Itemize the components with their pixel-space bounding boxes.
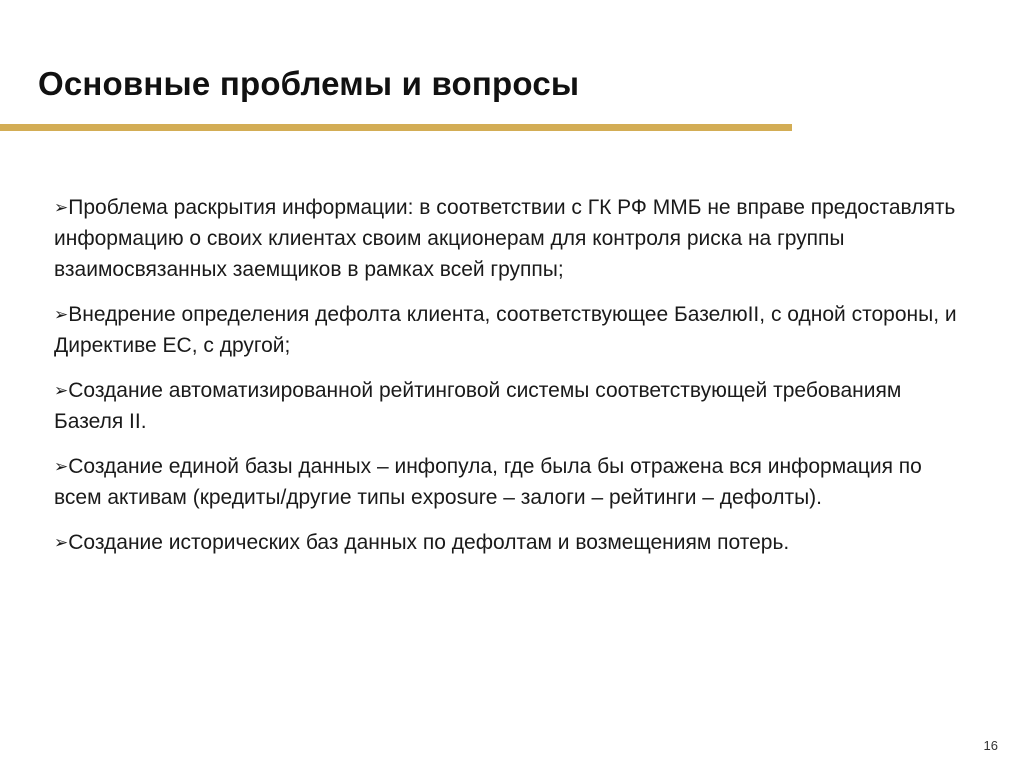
arrow-bullet-icon: ➢ (54, 305, 69, 324)
bullet-text: Создание исторических баз данных по дефолтам и возмещениям потерь. (68, 531, 790, 554)
slide-title: Основные проблемы и вопросы (38, 65, 580, 102)
bullet-text: Создание единой базы данных – инфопула, где была бы отражена вся информация по всем активам (кредиты/другие типы exposure – залоги – рейтинги – дефолты). (54, 455, 922, 509)
bullet-item (54, 375, 964, 437)
bullet-item (54, 527, 964, 558)
page-number: 16 (983, 738, 998, 753)
arrow-bullet-icon: ➢ (54, 533, 69, 552)
arrow-bullet-icon: ➢ (54, 198, 69, 217)
bullet-text: Проблема раскрытия информации: в соответствии с ГК РФ ММБ не вправе предоставлять информацию о своих клиентах своим акционерам для контроля риска на группы взаимосвязанных заемщиков в рамках всей группы; (54, 196, 956, 281)
bullet-item (54, 451, 964, 513)
bullet-text: Создание автоматизированной рейтинговой системы соответствующей требованиям Базеля II. (54, 379, 902, 433)
arrow-bullet-icon: ➢ (54, 457, 69, 476)
bullet-list (54, 192, 964, 572)
bullet-item (54, 192, 964, 285)
title-underline (0, 124, 792, 131)
bullet-text: Внедрение определения дефолта клиента, соответствующее БазелюII, с одной стороны, и Директиве ЕС, с другой; (54, 303, 957, 357)
arrow-bullet-icon: ➢ (54, 381, 69, 400)
bullet-item (54, 299, 964, 361)
